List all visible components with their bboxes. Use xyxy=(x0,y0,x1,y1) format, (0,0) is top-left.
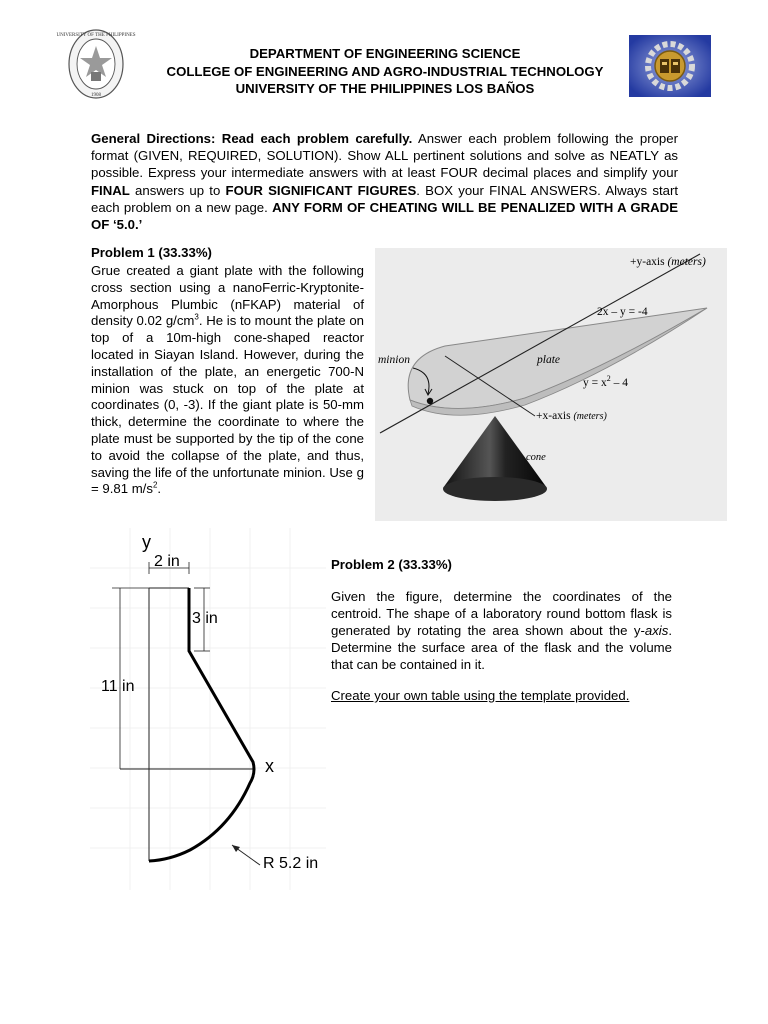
problem1-text-b: . He is to mount the plate on top of a 10m-high cone-shaped reactor located in Siayan Island. However, during the installation of the plate, an energetic 700-N minion was stuck on top of the plate at coordinates (0, -3). If the giant plate is 50-mm thick, determine the coordinate to where the plate must be supported by the tip of the cone to avoid the collapse of the plate, and thus, saving the life of the unfortunate minion. Use g = 9.81 m/s xyxy=(91,313,364,497)
header-department: DEPARTMENT OF ENGINEERING SCIENCE xyxy=(249,46,521,61)
fig1-parabola-label: y = x xyxy=(583,377,607,389)
directions-text-3: . BOX your FINAL ANSWERS. Always start each problem on a new page. xyxy=(91,182,679,215)
seal-year-text: 1908 xyxy=(91,93,101,98)
flask-x-label: x xyxy=(265,756,274,776)
fig1-parabola-sup: 2 xyxy=(606,374,611,384)
problem1-text xyxy=(91,263,364,498)
fig1-plate-label: plate xyxy=(537,354,560,366)
uplb-seal-logo xyxy=(56,28,136,100)
fig1-x-axis-label: +x-axis xyxy=(536,410,571,422)
flask-height-label: 11 in xyxy=(101,678,135,695)
flask-radius-label: R 5.2 in xyxy=(263,855,319,872)
problem2-figure xyxy=(90,528,326,890)
grid-lines xyxy=(90,528,326,890)
problem1-text-c: . xyxy=(157,481,162,497)
fig1-line-equation: 2x – y = -4 xyxy=(597,306,648,318)
flask-y-label: y xyxy=(142,532,151,552)
header-college: COLLEGE OF ENGINEERING AND AGRO-INDUSTRIAL TECHNOLOGY xyxy=(166,64,604,79)
flask-width-label: 2 in xyxy=(154,553,180,570)
problem2-instruction: Create your own table using the template provided. xyxy=(331,688,630,703)
college-gear-logo xyxy=(629,35,711,97)
directions-text-1: Answer each problem following the proper format (GIVEN, REQUIRED, SOLUTION). Show ALL pertinent solutions and solve as NEATLY as possible. Express your intermediate answers with at least FOUR decimal places and simplify your xyxy=(91,131,678,181)
problem1-sup-squared: 2 xyxy=(152,480,158,490)
flask-neck-label: 3 in xyxy=(192,610,218,627)
seal-top-text: UNIVERSITY OF THE PHILIPPINES xyxy=(56,33,136,38)
problem2-axis-word: axis xyxy=(644,623,669,638)
general-directions xyxy=(91,130,678,233)
problem1-title: Problem 1 (33.33%) xyxy=(91,245,212,260)
fig1-y-axis-label: +y-axis xyxy=(630,256,665,268)
directions-text-2: answers up to xyxy=(129,182,226,198)
minion-figure xyxy=(427,398,433,404)
directions-sig-figs: FOUR SIGNIFICANT FIGURES xyxy=(225,182,417,198)
plate-cone-diagram xyxy=(375,248,727,521)
y-axis-line xyxy=(380,254,700,433)
fig1-x-units: (meters) xyxy=(573,411,607,422)
problem2-text-main: Given the figure, determine the coordinates of the centroid. The shape of a laboratory round bottom flask is generated by rotating the area shown about the y- xyxy=(331,589,672,638)
fig1-minion-label: minion xyxy=(378,354,410,366)
problem2-text-end: . Determine the surface area of the flask and the volume that can be contained in it. xyxy=(331,623,672,672)
problem1-figure xyxy=(375,248,727,521)
problem1-sup-cubed: 3 xyxy=(194,313,199,322)
fig1-cone-label: cone xyxy=(526,452,546,463)
problem2-title: Problem 2 (33.33%) xyxy=(331,557,452,572)
directions-final: FINAL xyxy=(91,182,130,198)
header-university: UNIVERSITY OF THE PHILIPPINES LOS BAÑOS xyxy=(235,81,535,96)
fig1-y-units: (meters) xyxy=(667,256,706,268)
problem2-text xyxy=(331,588,672,673)
flask-diagram xyxy=(90,528,326,890)
fig1-parabola-rest: – 4 xyxy=(610,377,628,389)
directions-warning: ANY FORM OF CHEATING WILL BE PENALIZED WITH A GRADE OF ‘5.0.’ xyxy=(91,199,679,233)
flask-outline xyxy=(149,588,254,861)
problem1-text-a: Grue created a giant plate with the following cross section using a nanoFerric-Kryptonite-Amorphous Plumbic (nFKAP) material of density 0.02 g/cm xyxy=(91,263,364,329)
directions-lead: General Directions: Read each problem carefully. xyxy=(91,131,413,146)
